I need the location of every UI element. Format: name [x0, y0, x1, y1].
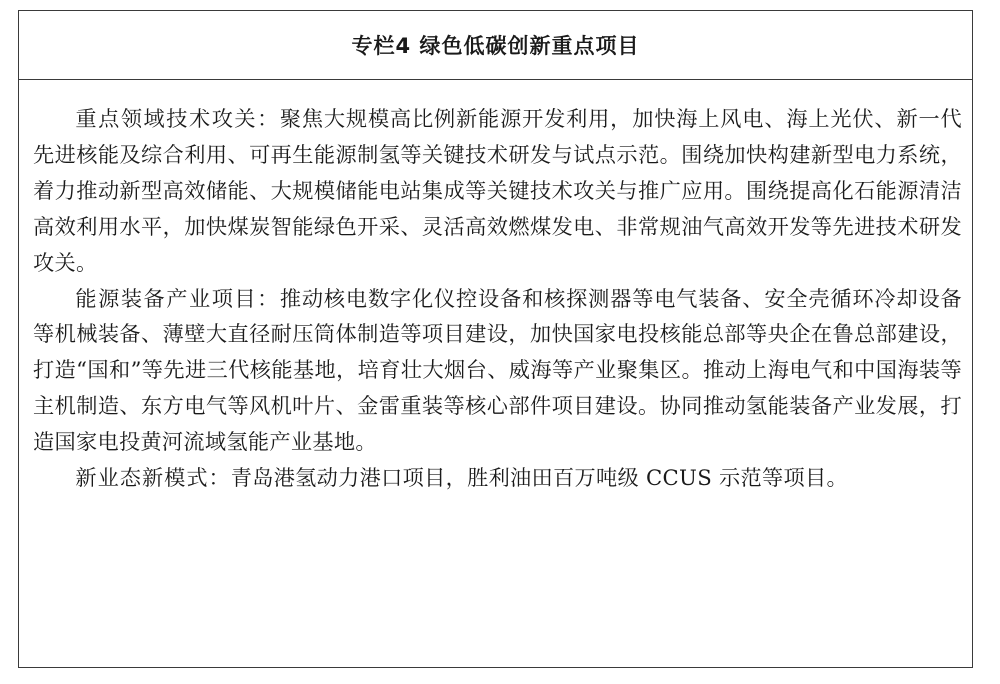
paragraph-lead: 重点领域技术攻关： [75, 106, 280, 131]
paragraph-lead: 能源装备产业项目： [75, 285, 280, 311]
paragraph-text: 聚焦大规模高比例新能源开发利用，加快海上风电、海上光伏、新一代先进核能及综合利用、可再生能源制氢等关键技术研发与试点示范。围绕加快构建新型电力系统，着力推动新型高效储能、大规模储能电站集成等关键技术攻关与推广应用。围绕提高化石能源清洁高效利用水平，加快煤炭智能绿色开采、灵活高效燃煤发电、非常规油气高效开发等先进技术研发攻关。 [33, 106, 962, 275]
column-content [19, 80, 972, 496]
paragraph-lead: 新业态新模式： [75, 465, 231, 491]
paragraph-key-tech [33, 101, 962, 281]
column-title: 专栏4 绿色低碳创新重点项目 [351, 34, 640, 58]
column-box [18, 10, 973, 668]
paragraph-text: 推动核电数字化仪控设备和核探测器等电气装备、安全壳循环冷却设备等机械装备、薄壁大直径耐压筒体制造等项目建设，加快国家电投核能总部等央企在鲁总部建设，打造“国和”等先进三代核能基地，培育壮大烟台、威海等产业聚集区。推动上海电气和中国海装等主机制造、东方电气等风机叶片、金雷重装等核心部件项目建设。协同推动氢能装备产业发展，打造国家电投黄河流域氢能产业基地。 [33, 285, 962, 455]
paragraph-text: 青岛港氢动力港口项目，胜利油田百万吨级 CCUS 示范等项目。 [230, 465, 848, 491]
paragraph-energy-equipment [33, 281, 962, 461]
title-row [19, 11, 972, 80]
paragraph-new-models [33, 460, 962, 496]
